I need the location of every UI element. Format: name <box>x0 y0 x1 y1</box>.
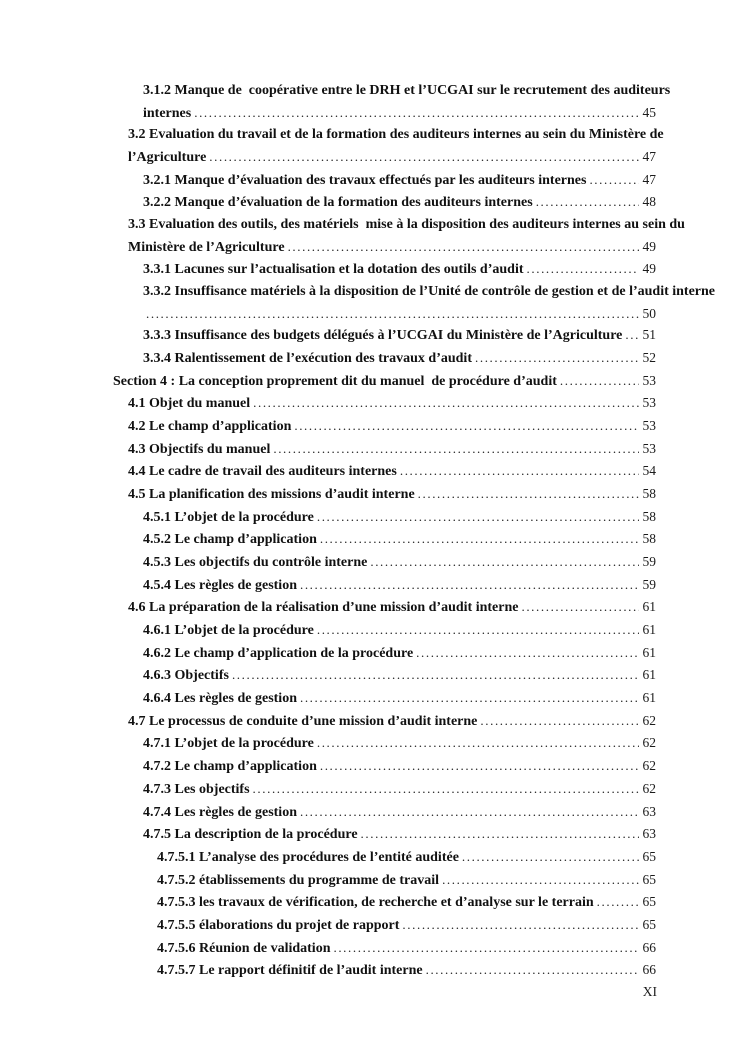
toc-entry <box>113 483 656 506</box>
toc-entry-page-number: 65 <box>642 894 656 910</box>
dot-leader <box>400 460 639 482</box>
toc-entry <box>113 347 656 370</box>
toc-entry-text: 4.7.5.5 élaborations du projet de rapport <box>157 917 400 933</box>
toc-entry-page-number: 49 <box>642 261 656 277</box>
toc-entry-text: 4.3 Objectifs du manuel <box>128 441 271 457</box>
dot-leader <box>317 619 639 641</box>
toc-entry-row <box>143 551 656 574</box>
toc-entry <box>113 392 656 415</box>
toc-entry-page-number: 47 <box>642 171 656 187</box>
toc-entry-page-number: 62 <box>642 712 656 728</box>
toc-entry-text: 4.6.3 Objectifs <box>143 668 229 684</box>
toc-entry <box>113 169 656 192</box>
toc-entry-text: 4.1 Objet du manuel <box>128 396 251 412</box>
toc-entry-row <box>157 891 656 914</box>
dot-leader <box>194 102 638 124</box>
toc-entry-page-number: 45 <box>642 104 656 120</box>
toc-entry-page-number: 62 <box>642 780 656 796</box>
toc-entry-page-number: 63 <box>642 826 656 842</box>
toc-entry <box>113 869 656 892</box>
toc-entry-row <box>113 370 656 393</box>
toc-entry-row <box>143 687 656 710</box>
dot-leader <box>300 687 639 709</box>
toc-entry-text: 3.3 Evaluation des outils, des matériels mise à la disposition des auditeurs internes au sein du <box>128 217 685 233</box>
toc-entry-page-number: 59 <box>642 576 656 592</box>
toc-entry-row <box>143 528 656 551</box>
toc-entry-text: 3.3.1 Lacunes sur l’actualisation et la dotation des outils d’audit <box>143 262 524 278</box>
toc-entry-row <box>143 823 656 846</box>
dot-leader <box>146 303 639 325</box>
dot-leader <box>625 324 638 346</box>
dot-leader <box>426 959 639 981</box>
toc-entry-text: 4.7.5 La description de la procédure <box>143 827 358 843</box>
toc-entry-page-number: 66 <box>642 962 656 978</box>
toc-entry <box>113 914 656 937</box>
toc-entry-page-number: 61 <box>642 599 656 615</box>
toc-entry-row <box>143 642 656 665</box>
dot-leader <box>560 370 639 392</box>
toc-entry-text: internes <box>143 105 192 121</box>
toc-entry <box>113 551 656 574</box>
toc-entry-row <box>157 937 656 960</box>
toc-entry-text: 3.3.4 Ralentissement de l’exécution des travaux d’audit <box>143 351 472 367</box>
toc-entry-text: 4.6.2 Le champ d’application de la procédure <box>143 645 414 661</box>
dot-leader <box>416 642 638 664</box>
toc-entry <box>113 324 656 347</box>
toc-entry-page-number: 53 <box>642 372 656 388</box>
toc-entry <box>113 528 656 551</box>
toc-entry-text: 4.4 Le cadre de travail des auditeurs internes <box>128 464 397 480</box>
toc-entry <box>113 460 656 483</box>
dot-leader <box>370 551 638 573</box>
toc-entry-text: 4.6 La préparation de la réalisation d’une mission d’audit interne <box>128 600 519 616</box>
dot-leader <box>333 937 638 959</box>
toc-entry <box>113 937 656 960</box>
toc-entry-row <box>143 801 656 824</box>
toc-entry-row <box>143 191 656 214</box>
toc-entry-text: 4.7.5.3 les travaux de vérification, de recherche et d’analyse sur le terrain <box>157 895 594 911</box>
dot-leader <box>480 710 638 732</box>
toc-entry-page-number: 61 <box>642 667 656 683</box>
dot-leader <box>294 415 638 437</box>
toc-entry-text: 4.7.5.1 L’analyse des procédures de l’entité auditée <box>157 849 459 865</box>
toc-entry <box>113 574 656 597</box>
toc-entry-row <box>143 778 656 801</box>
toc-entry-text: 3.2.2 Manque d’évaluation de la formation des auditeurs internes <box>143 195 533 211</box>
toc-entry-row <box>143 755 656 778</box>
toc-entry-page-number: 51 <box>642 327 656 343</box>
dot-leader <box>442 869 638 891</box>
dot-leader <box>589 169 638 191</box>
toc-entry-text: 4.5.2 Le champ d’application <box>143 532 317 548</box>
toc-entry <box>113 80 671 124</box>
toc-entry-row <box>128 710 656 733</box>
dot-leader <box>597 891 639 913</box>
toc-entry <box>113 687 656 710</box>
toc-entry-page-number: 58 <box>642 531 656 547</box>
toc-entry-page-number: 47 <box>642 149 656 165</box>
dot-leader <box>320 755 639 777</box>
dot-leader <box>527 258 639 280</box>
toc-entry-row <box>143 732 656 755</box>
toc-entry-row <box>128 460 656 483</box>
toc-entry-page-number: 62 <box>642 758 656 774</box>
toc-entry-page-number: 65 <box>642 848 656 864</box>
toc-entry <box>113 191 656 214</box>
table-of-contents <box>113 80 716 982</box>
toc-entry-text: 4.6.1 L’objet de la procédure <box>143 623 314 639</box>
dot-leader <box>300 574 639 596</box>
toc-entry-row <box>143 619 656 642</box>
toc-entry-row <box>143 574 656 597</box>
toc-entry <box>113 415 656 438</box>
toc-entry-text: 3.3.2 Insuffisance matériels à la disposition de l’Unité de contrôle de gestion et de l’audit interne <box>143 284 716 300</box>
toc-entry <box>113 959 656 982</box>
toc-entry-row <box>143 324 656 347</box>
toc-entry-row <box>143 102 656 125</box>
toc-entry-text: 4.5 La planification des missions d’audit interne <box>128 487 415 503</box>
toc-entry-page-number: 61 <box>642 622 656 638</box>
dot-leader <box>361 823 639 845</box>
toc-entry <box>113 778 656 801</box>
toc-entry <box>113 732 656 755</box>
toc-entry-row <box>157 846 656 869</box>
toc-entry-row <box>128 483 656 506</box>
toc-entry-row <box>157 914 656 937</box>
toc-entry-page-number: 63 <box>642 803 656 819</box>
dot-leader <box>253 778 639 800</box>
toc-entry-row <box>157 959 656 982</box>
page-number: XI <box>642 984 657 999</box>
toc-entry-page-number: 59 <box>642 554 656 570</box>
dot-leader <box>300 801 639 823</box>
toc-entry-text: Section 4 : La conception proprement dit du manuel de procédure d’audit <box>113 373 557 389</box>
toc-entry-row <box>128 415 656 438</box>
toc-entry-text: 4.6.4 Les règles de gestion <box>143 691 297 707</box>
toc-entry-text: Ministère de l’Agriculture <box>128 239 285 255</box>
toc-entry-text: 3.1.2 Manque de coopérative entre le DRH et l’UCGAI sur le recrutement des auditeurs <box>143 83 671 98</box>
dot-leader <box>288 236 639 258</box>
toc-entry-text: 3.2 Evaluation du travail et de la formation des auditeurs internes au sein du Ministère de <box>128 127 664 143</box>
toc-entry-text: 4.7.3 Les objectifs <box>143 781 250 797</box>
dot-leader <box>320 528 639 550</box>
toc-entry <box>113 124 664 168</box>
dot-leader <box>462 846 639 868</box>
dot-leader <box>536 191 639 213</box>
toc-entry-text: 4.5.1 L’objet de la procédure <box>143 509 314 525</box>
toc-entry-page-number: 62 <box>642 735 656 751</box>
toc-entry-page-number: 65 <box>642 871 656 887</box>
toc-entry-row <box>143 347 656 370</box>
toc-entry-row <box>128 236 656 259</box>
toc-entry-page-number: 61 <box>642 690 656 706</box>
toc-entry <box>113 596 656 619</box>
dot-leader <box>317 506 639 528</box>
toc-entry <box>113 619 656 642</box>
toc-entry-row <box>143 506 656 529</box>
toc-entry-page-number: 52 <box>642 350 656 366</box>
toc-entry <box>113 891 656 914</box>
toc-entry-text: 4.7.1 L’objet de la procédure <box>143 736 314 752</box>
toc-entry-row <box>157 869 656 892</box>
toc-entry-page-number: 54 <box>642 463 656 479</box>
toc-entry <box>113 801 656 824</box>
toc-entry-text: 4.5.4 Les règles de gestion <box>143 577 297 593</box>
toc-entry-page-number: 49 <box>642 238 656 254</box>
toc-entry <box>113 281 716 324</box>
dot-leader <box>209 146 638 168</box>
dot-leader <box>232 664 639 686</box>
toc-entry-page-number: 66 <box>642 939 656 955</box>
toc-entry-text: 4.5.3 Les objectifs du contrôle interne <box>143 555 368 571</box>
toc-entry-page-number: 65 <box>642 916 656 932</box>
dot-leader <box>253 392 638 414</box>
toc-entry-text: 4.7.5.6 Réunion de validation <box>157 940 331 956</box>
toc-entry <box>113 823 656 846</box>
toc-entry-page-number: 61 <box>642 644 656 660</box>
toc-entry-text: 4.7.4 Les règles de gestion <box>143 804 297 820</box>
toc-entry-text: l’Agriculture <box>128 150 207 166</box>
dot-leader <box>402 914 638 936</box>
dot-leader <box>418 483 639 505</box>
toc-entry-page-number: 53 <box>642 395 656 411</box>
toc-entry-page-number: 48 <box>642 194 656 210</box>
toc-entry <box>113 258 656 281</box>
toc-entry-text: 4.2 Le champ d’application <box>128 419 292 435</box>
toc-entry <box>113 506 656 529</box>
toc-entry <box>113 642 656 665</box>
toc-entry-text: 4.7.5.7 Le rapport définitif de l’audit interne <box>157 963 423 979</box>
dot-leader <box>273 438 638 460</box>
toc-entry-row <box>143 303 656 325</box>
toc-entry-row <box>143 664 656 687</box>
toc-entry <box>113 846 656 869</box>
toc-entry-row <box>128 596 656 619</box>
page-footer <box>643 984 657 1000</box>
toc-entry <box>113 370 656 393</box>
toc-entry-row <box>128 146 656 169</box>
toc-entry <box>113 214 685 258</box>
toc-entry <box>113 664 656 687</box>
toc-entry <box>113 755 656 778</box>
toc-entry-text: 4.7 Le processus de conduite d’une mission d’audit interne <box>128 713 478 729</box>
dot-leader <box>475 347 639 369</box>
toc-entry-text: 4.7.5.2 établissements du programme de travail <box>157 872 440 888</box>
toc-entry-page-number: 53 <box>642 440 656 456</box>
toc-entry <box>113 710 656 733</box>
toc-entry-page-number: 50 <box>642 305 656 321</box>
toc-entry-text: 4.7.2 Le champ d’application <box>143 759 317 775</box>
toc-entry-row <box>128 438 656 461</box>
toc-entry-text: 3.3.3 Insuffisance des budgets délégués à l’UCGAI du Ministère de l’Agriculture <box>143 328 623 344</box>
toc-entry-row <box>143 169 656 192</box>
toc-entry-row <box>128 392 656 415</box>
toc-entry-page-number: 58 <box>642 508 656 524</box>
dot-leader <box>521 596 638 618</box>
toc-entry <box>113 438 656 461</box>
dot-leader <box>317 732 639 754</box>
toc-entry-page-number: 58 <box>642 486 656 502</box>
toc-entry-page-number: 53 <box>642 418 656 434</box>
toc-entry-text: 3.2.1 Manque d’évaluation des travaux effectués par les auditeurs internes <box>143 172 587 188</box>
toc-entry-row <box>143 258 656 281</box>
